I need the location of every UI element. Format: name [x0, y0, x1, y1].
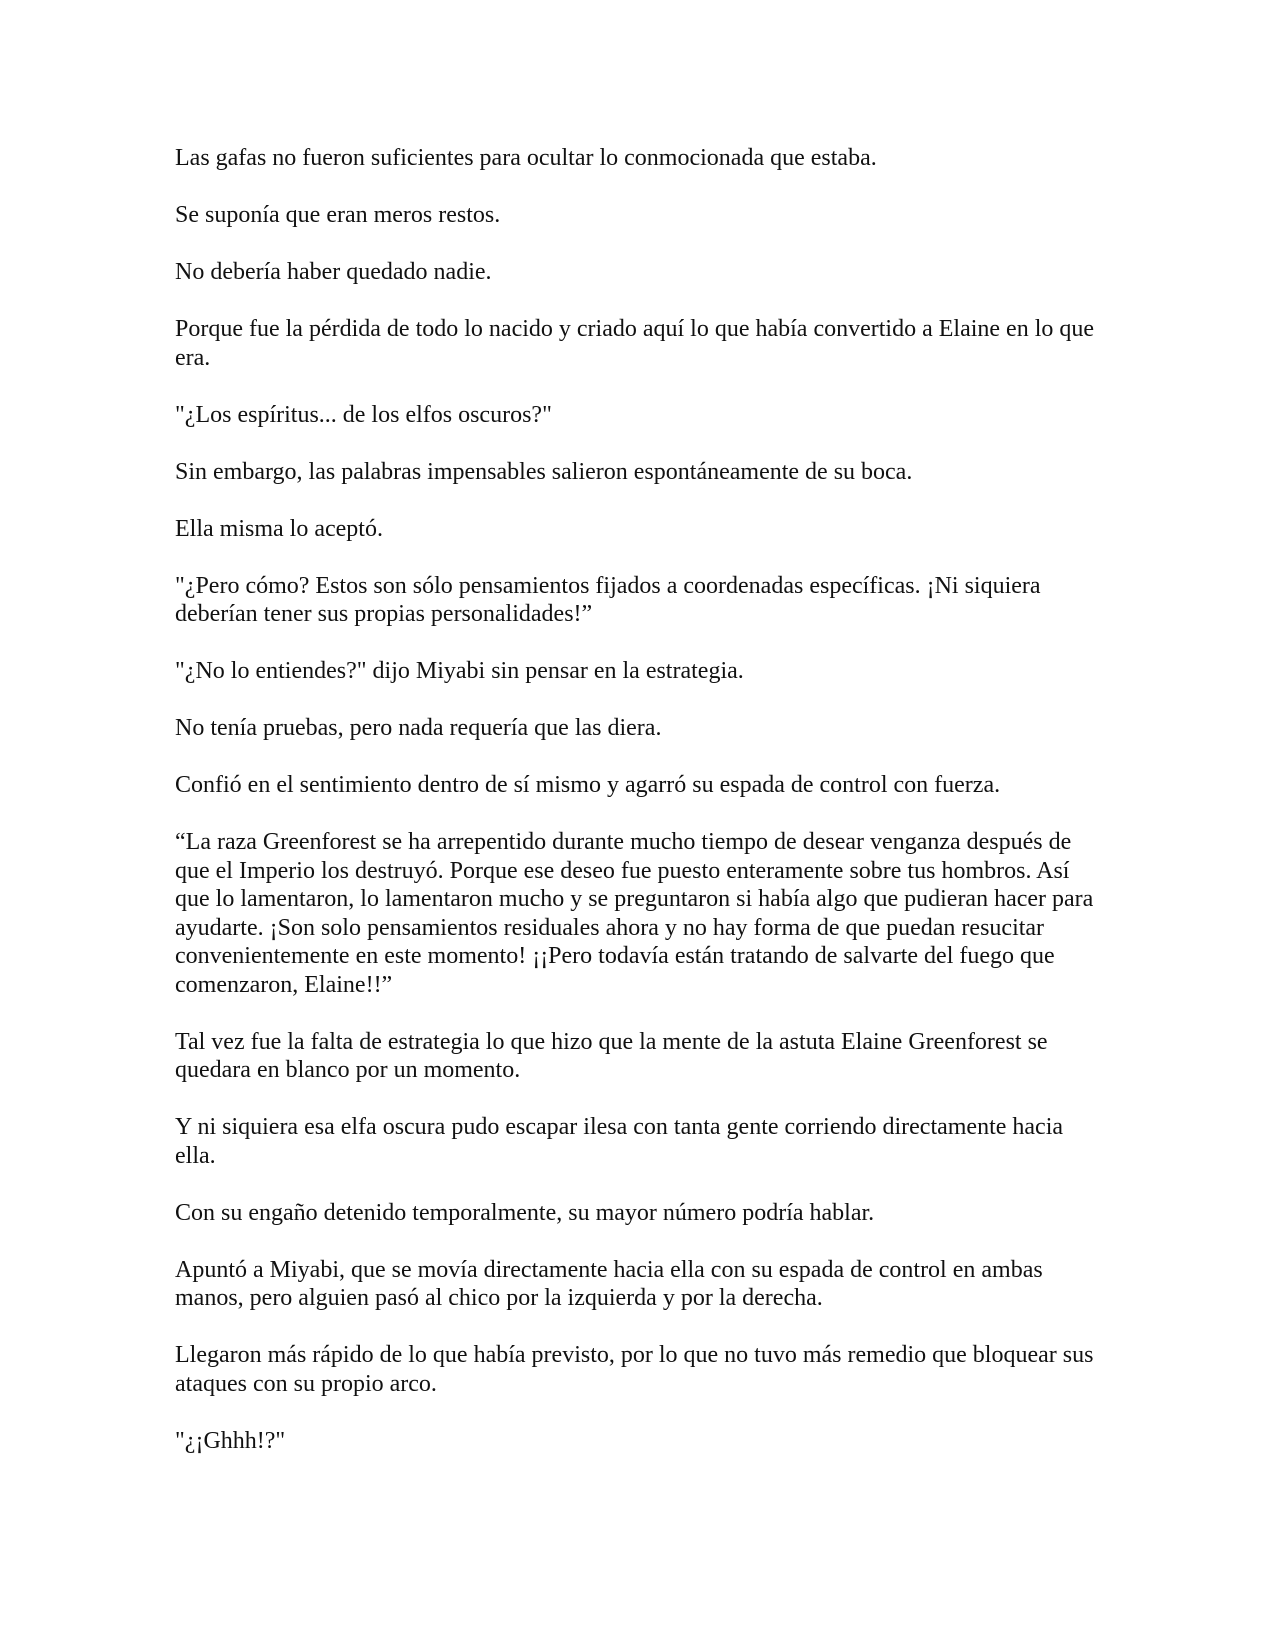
paragraph: Ella misma lo aceptó.: [175, 515, 383, 542]
paragraph: No tenía pruebas, pero nada requería que las diera.: [175, 715, 662, 741]
paragraph: "¿¡Ghhh!?": [175, 1427, 286, 1454]
paragraph: "¿No lo entiendes?" dijo Miyabi sin pensar en la estrategia.: [175, 658, 744, 684]
paragraph: “La raza Greenforest se ha arrepentido durante mucho tiempo de desear venganza después de que el Imperio los destruyó. Porque ese deseo fue puesto enteramente sobre tus hombros. Así que lo lamentaron, lo lamentaron mucho y se preguntaron si había algo que pudieran hacer para ayudarte. ¡Son solo pensamientos residuales ahora y no hay forma de que puedan resucitar convenientemente en este momento! ¡¡Pero todavía están tratando de salvarte del fuego que comenzaron, Elaine!!”: [175, 829, 1094, 998]
document-page: [175, 144, 1105, 1484]
paragraph: Confió en el sentimiento dentro de sí mismo y agarró su espada de control con fuerza.: [175, 772, 1001, 798]
paragraph: Porque fue la pérdida de todo lo nacido y criado aquí lo que había convertido a Elaine en lo que era.: [175, 316, 1095, 371]
paragraph: Tal vez fue la falta de estrategia lo que hizo que la mente de la astuta Elaine Greenforest se quedara en blanco por un momento.: [175, 1028, 1048, 1083]
paragraph: "¿Pero cómo? Estos son sólo pensamientos fijados a coordenadas específicas. ¡Ni siquiera deberían tener sus propias personalidades!”: [175, 572, 1041, 627]
paragraph: "¿Los espíritus... de los elfos oscuros?": [175, 401, 552, 428]
paragraph: Apuntó a Miyabi, que se movía directamente hacia ella con su espada de control en ambas manos, pero alguien pasó al chico por la izquierda y por la derecha.: [175, 1256, 1043, 1311]
paragraph: Sin embargo, las palabras impensables salieron espontáneamente de su boca.: [175, 458, 913, 485]
paragraph: Y ni siquiera esa elfa oscura pudo escapar ilesa con tanta gente corriendo directamente hacia ella.: [175, 1114, 1064, 1169]
paragraph: Se suponía que eran meros restos.: [175, 202, 501, 228]
paragraph: No debería haber quedado nadie.: [175, 259, 492, 285]
paragraph: Llegaron más rápido de lo que había previsto, por lo que no tuvo más remedio que bloquear sus ataques con su propio arco.: [175, 1342, 1094, 1397]
paragraph: Con su engaño detenido temporalmente, su mayor número podría hablar.: [175, 1199, 875, 1226]
paragraph: Las gafas no fueron suficientes para ocultar lo conmocionada que estaba.: [175, 145, 877, 171]
